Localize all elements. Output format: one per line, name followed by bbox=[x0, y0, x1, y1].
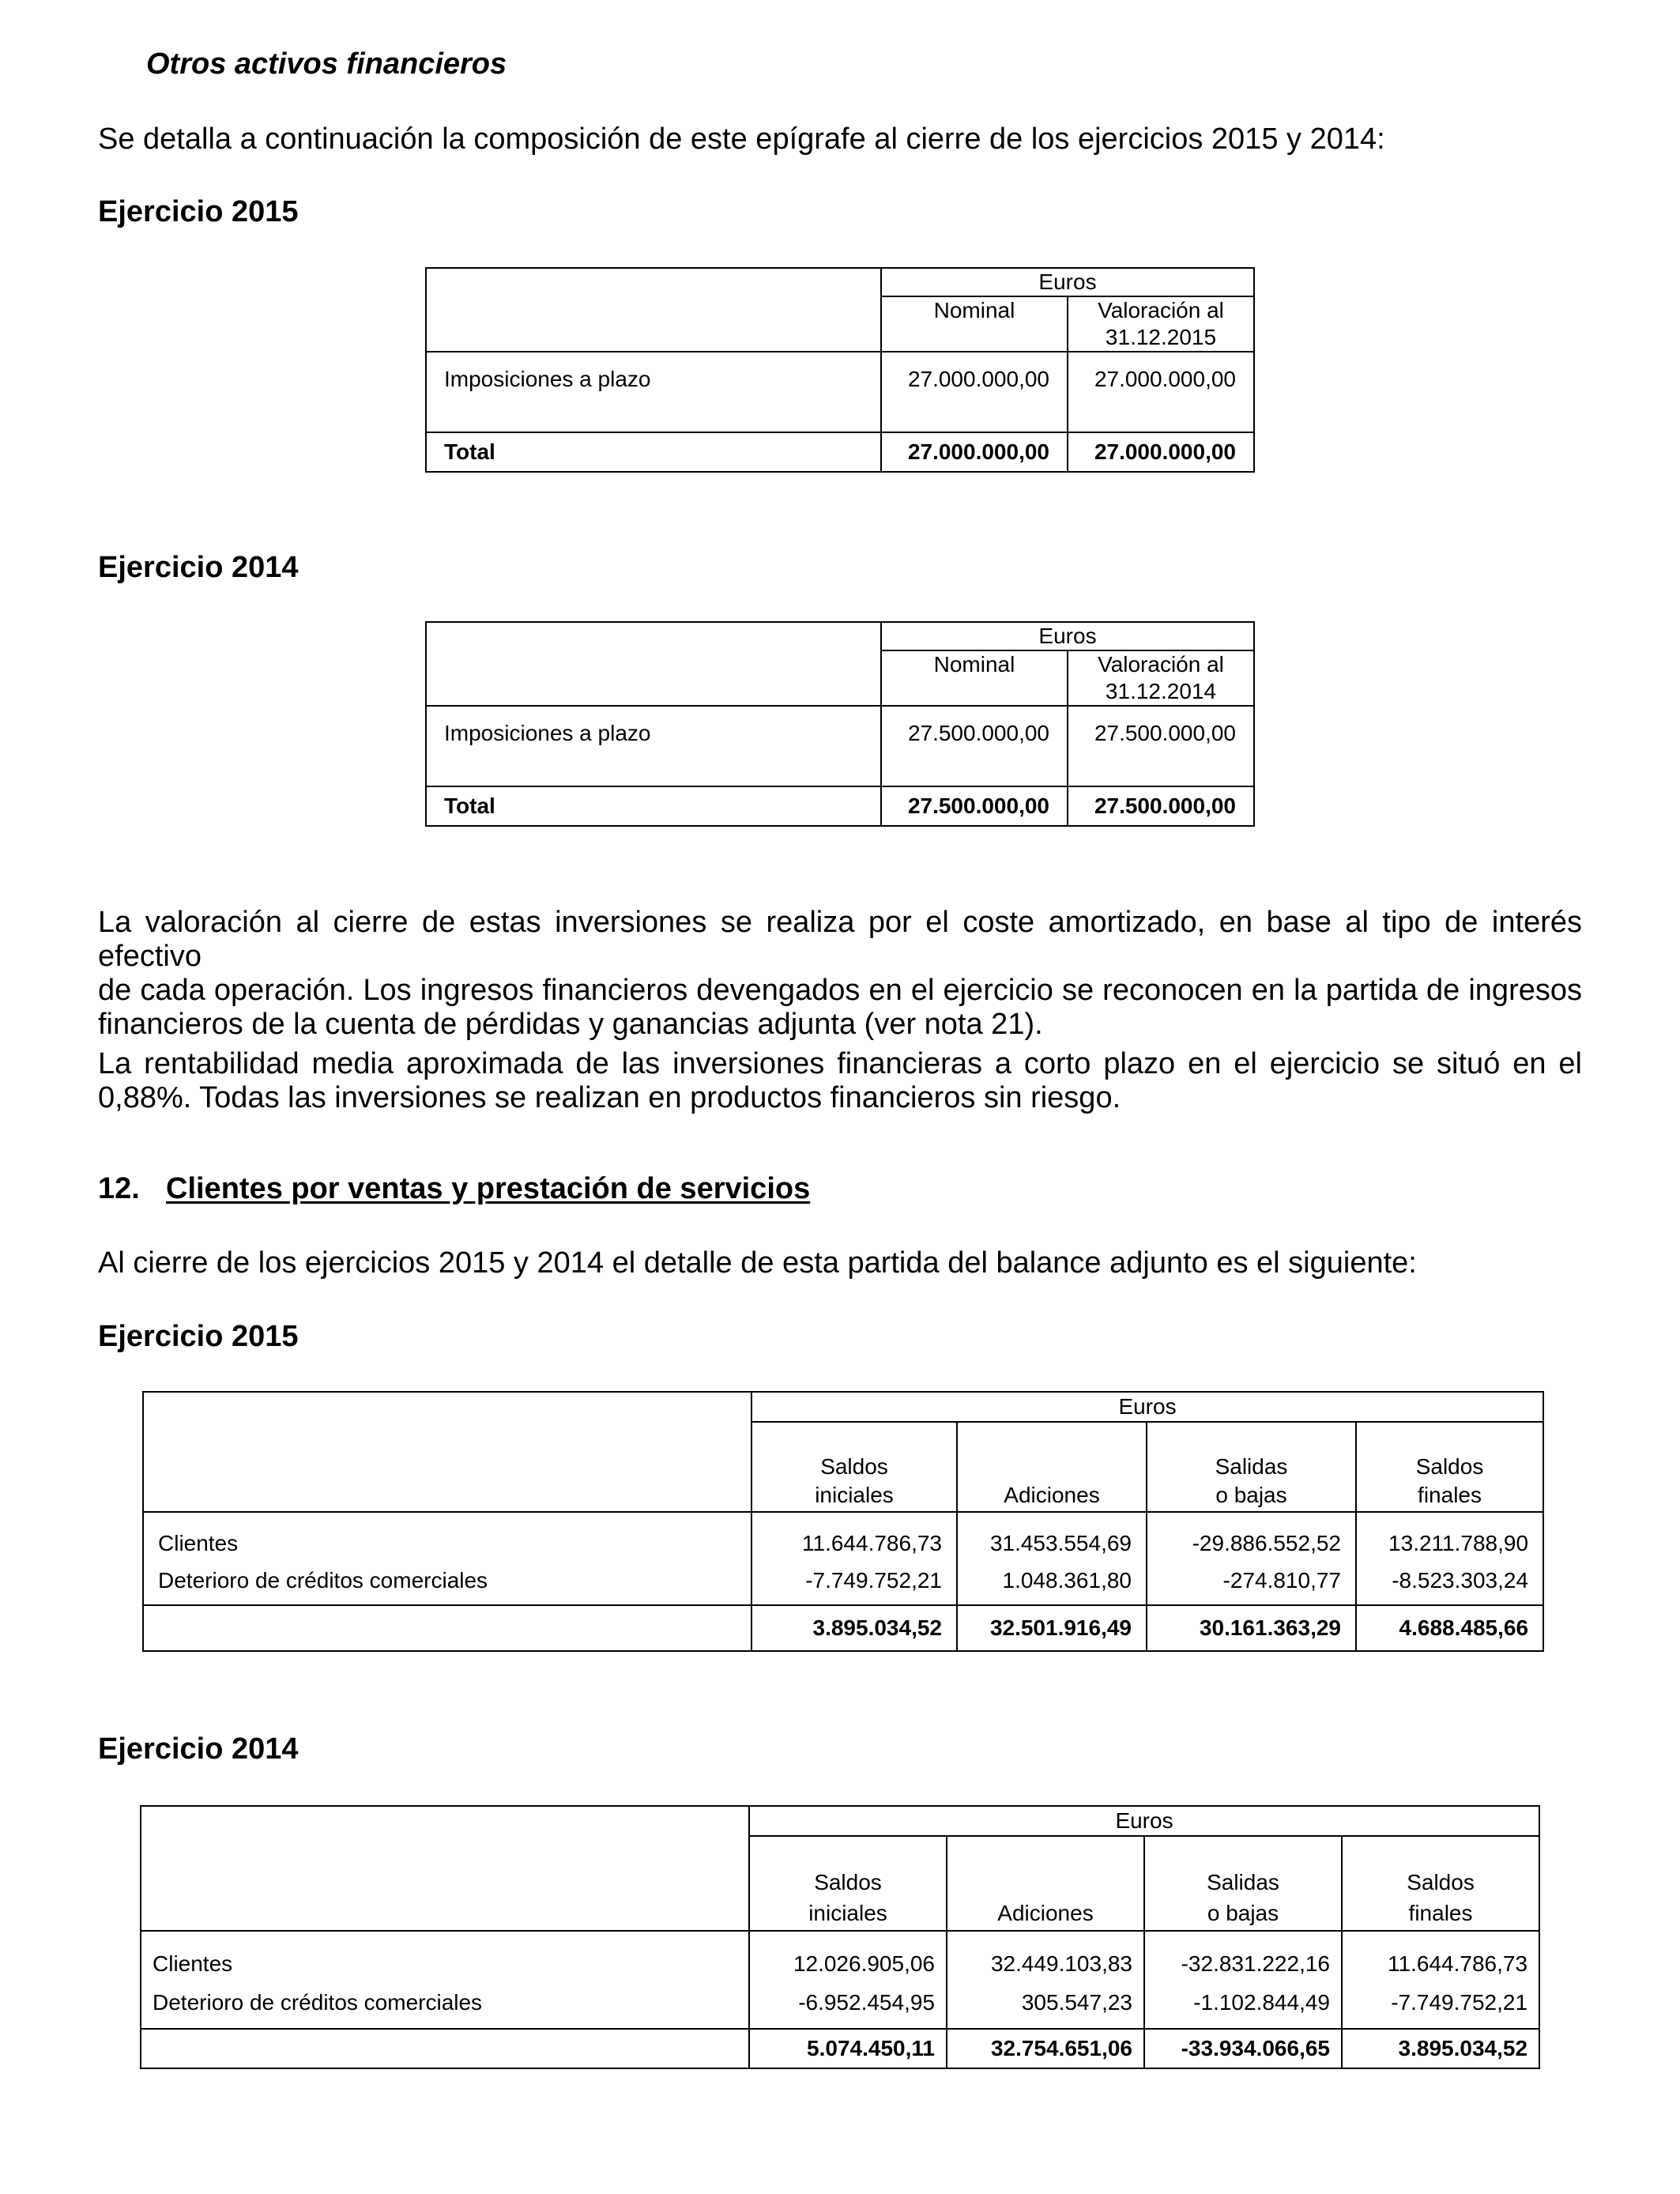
table-corner bbox=[426, 622, 881, 706]
cell-fin: 11.644.786,73 bbox=[1342, 1931, 1539, 1980]
total-ini: 3.895.034,52 bbox=[751, 1605, 957, 1651]
cell-sal: -274.810,77 bbox=[1147, 1559, 1356, 1605]
row-label-imposiciones: Imposiciones a plazo bbox=[426, 352, 881, 432]
cell-ini: -7.749.752,21 bbox=[751, 1559, 957, 1605]
cell-sal: -29.886.552,52 bbox=[1147, 1512, 1356, 1559]
header-line: iniciales bbox=[808, 1901, 887, 1925]
cell-ini: 12.026.905,06 bbox=[749, 1931, 947, 1980]
row-label-deterioro: Deterioro de créditos comerciales bbox=[141, 1980, 749, 2029]
header-line: finales bbox=[1418, 1483, 1482, 1507]
section-title-clientes: Clientes por ventas y prestación de servicios bbox=[166, 1172, 811, 1205]
intro-clientes: Al cierre de los ejercicios 2015 y 2014 el detalle de esta partida del balance adjunto es el siguiente: bbox=[98, 1246, 1417, 1280]
paragraph-line: financieros de la cuenta de pérdidas y ganancias adjunta (ver nota 21). bbox=[98, 1008, 1043, 1041]
header-line: Saldos bbox=[820, 1454, 888, 1479]
header-valoracion bbox=[1068, 650, 1254, 706]
total-label: Total bbox=[426, 786, 881, 826]
paragraph-line: de cada operación. Los ingresos financieros devengados en el ejercicio se reconocen en la partida de ingresos bbox=[98, 974, 1582, 1007]
total-nominal: 27.500.000,00 bbox=[881, 786, 1068, 826]
paragraph-valoracion bbox=[98, 906, 1582, 1042]
header-adiciones: Adiciones bbox=[947, 1836, 1144, 1931]
cell-ini: -6.952.454,95 bbox=[749, 1980, 947, 2029]
heading-ejercicio-2014-b: Ejercicio 2014 bbox=[98, 1732, 299, 1766]
row-label-deterioro: Deterioro de créditos comerciales bbox=[143, 1559, 751, 1605]
cell-nominal: 27.500.000,00 bbox=[881, 706, 1068, 786]
total-nominal: 27.000.000,00 bbox=[881, 432, 1068, 472]
table-corner bbox=[426, 268, 881, 352]
total-label: Total bbox=[426, 432, 881, 472]
cell-valoracion: 27.500.000,00 bbox=[1068, 706, 1254, 786]
paragraph-rentabilidad bbox=[98, 1047, 1582, 1115]
cell-fin: 13.211.788,90 bbox=[1356, 1512, 1543, 1559]
cell-fin: -8.523.303,24 bbox=[1356, 1559, 1543, 1605]
table-otros-2014 bbox=[425, 621, 1255, 827]
header-salidas bbox=[1144, 1836, 1342, 1931]
heading-ejercicio-2015-b: Ejercicio 2015 bbox=[98, 1320, 299, 1353]
total-add: 32.501.916,49 bbox=[957, 1605, 1147, 1651]
row-label-clientes: Clientes bbox=[141, 1931, 749, 1980]
header-line: o bajas bbox=[1215, 1483, 1287, 1507]
total-fin: 4.688.485,66 bbox=[1356, 1605, 1543, 1651]
total-label-empty bbox=[141, 2029, 749, 2068]
total-label-empty bbox=[143, 1605, 751, 1651]
cell-add: 32.449.103,83 bbox=[947, 1931, 1144, 1980]
header-line: o bajas bbox=[1207, 1901, 1279, 1925]
table-corner bbox=[141, 1806, 749, 1931]
intro-otros: Se detalla a continuación la composición de este epígrafe al cierre de los ejercicios 2015 y 2014: bbox=[98, 123, 1385, 156]
header-saldos-iniciales bbox=[749, 1836, 947, 1931]
row-label-imposiciones: Imposiciones a plazo bbox=[426, 706, 881, 786]
header-nominal: Nominal bbox=[881, 296, 1068, 352]
cell-add: 305.547,23 bbox=[947, 1980, 1144, 2029]
header-line: Salidas bbox=[1207, 1870, 1279, 1894]
heading-ejercicio-2015-a: Ejercicio 2015 bbox=[98, 195, 299, 228]
heading-ejercicio-2014-a: Ejercicio 2014 bbox=[98, 551, 299, 584]
total-sal: 30.161.363,29 bbox=[1147, 1605, 1356, 1651]
header-line: Saldos bbox=[1407, 1870, 1475, 1894]
header-nominal: Nominal bbox=[881, 650, 1068, 706]
cell-add: 31.453.554,69 bbox=[957, 1512, 1147, 1559]
cell-valoracion: 27.000.000,00 bbox=[1068, 352, 1254, 432]
header-euros: Euros bbox=[749, 1806, 1539, 1836]
total-fin: 3.895.034,52 bbox=[1342, 2029, 1539, 2068]
header-valoracion-line1: Valoración al bbox=[1098, 652, 1224, 677]
header-salidas bbox=[1147, 1422, 1356, 1512]
cell-sal: -32.831.222,16 bbox=[1144, 1931, 1342, 1980]
table-clientes-2015 bbox=[142, 1391, 1544, 1652]
header-euros: Euros bbox=[881, 268, 1254, 296]
header-line: iniciales bbox=[815, 1483, 894, 1507]
header-saldos-iniciales bbox=[751, 1422, 957, 1512]
section-number-12: 12. bbox=[98, 1172, 140, 1205]
paragraph-line: La valoración al cierre de estas inversiones se realiza por el coste amortizado, en base al tipo de interés efectivo bbox=[98, 906, 1582, 973]
paragraph-line: La rentabilidad media aproximada de las inversiones financieras a corto plazo en el ejercicio se situó en el bbox=[98, 1047, 1582, 1080]
header-valoracion bbox=[1068, 296, 1254, 352]
total-valoracion: 27.500.000,00 bbox=[1068, 786, 1254, 826]
header-saldos-finales bbox=[1356, 1422, 1543, 1512]
cell-fin: -7.749.752,21 bbox=[1342, 1980, 1539, 2029]
header-euros: Euros bbox=[751, 1392, 1543, 1422]
total-add: 32.754.651,06 bbox=[947, 2029, 1144, 2068]
table-otros-2015 bbox=[425, 267, 1255, 473]
header-line: Saldos bbox=[1415, 1454, 1484, 1479]
header-line: Saldos bbox=[814, 1870, 882, 1894]
cell-add: 1.048.361,80 bbox=[957, 1559, 1147, 1605]
header-valoracion-line1: Valoración al bbox=[1098, 298, 1224, 322]
total-ini: 5.074.450,11 bbox=[749, 2029, 947, 2068]
row-label-clientes: Clientes bbox=[143, 1512, 751, 1559]
cell-ini: 11.644.786,73 bbox=[751, 1512, 957, 1559]
table-clientes-2014 bbox=[140, 1805, 1540, 2069]
header-saldos-finales bbox=[1342, 1836, 1539, 1931]
header-valoracion-line2: 31.12.2014 bbox=[1105, 679, 1217, 703]
header-line: finales bbox=[1408, 1901, 1473, 1925]
total-sal: -33.934.066,65 bbox=[1144, 2029, 1342, 2068]
paragraph-line: 0,88%. Todas las inversiones se realizan en productos financieros sin riesgo. bbox=[98, 1081, 1121, 1114]
cell-nominal: 27.000.000,00 bbox=[881, 352, 1068, 432]
header-euros: Euros bbox=[881, 622, 1254, 650]
total-valoracion: 27.000.000,00 bbox=[1068, 432, 1254, 472]
cell-sal: -1.102.844,49 bbox=[1144, 1980, 1342, 2029]
table-corner bbox=[143, 1392, 751, 1512]
header-line: Salidas bbox=[1215, 1454, 1288, 1479]
header-valoracion-line2: 31.12.2015 bbox=[1105, 325, 1217, 349]
section-title-otros: Otros activos financieros bbox=[146, 47, 507, 81]
header-adiciones: Adiciones bbox=[957, 1422, 1147, 1512]
